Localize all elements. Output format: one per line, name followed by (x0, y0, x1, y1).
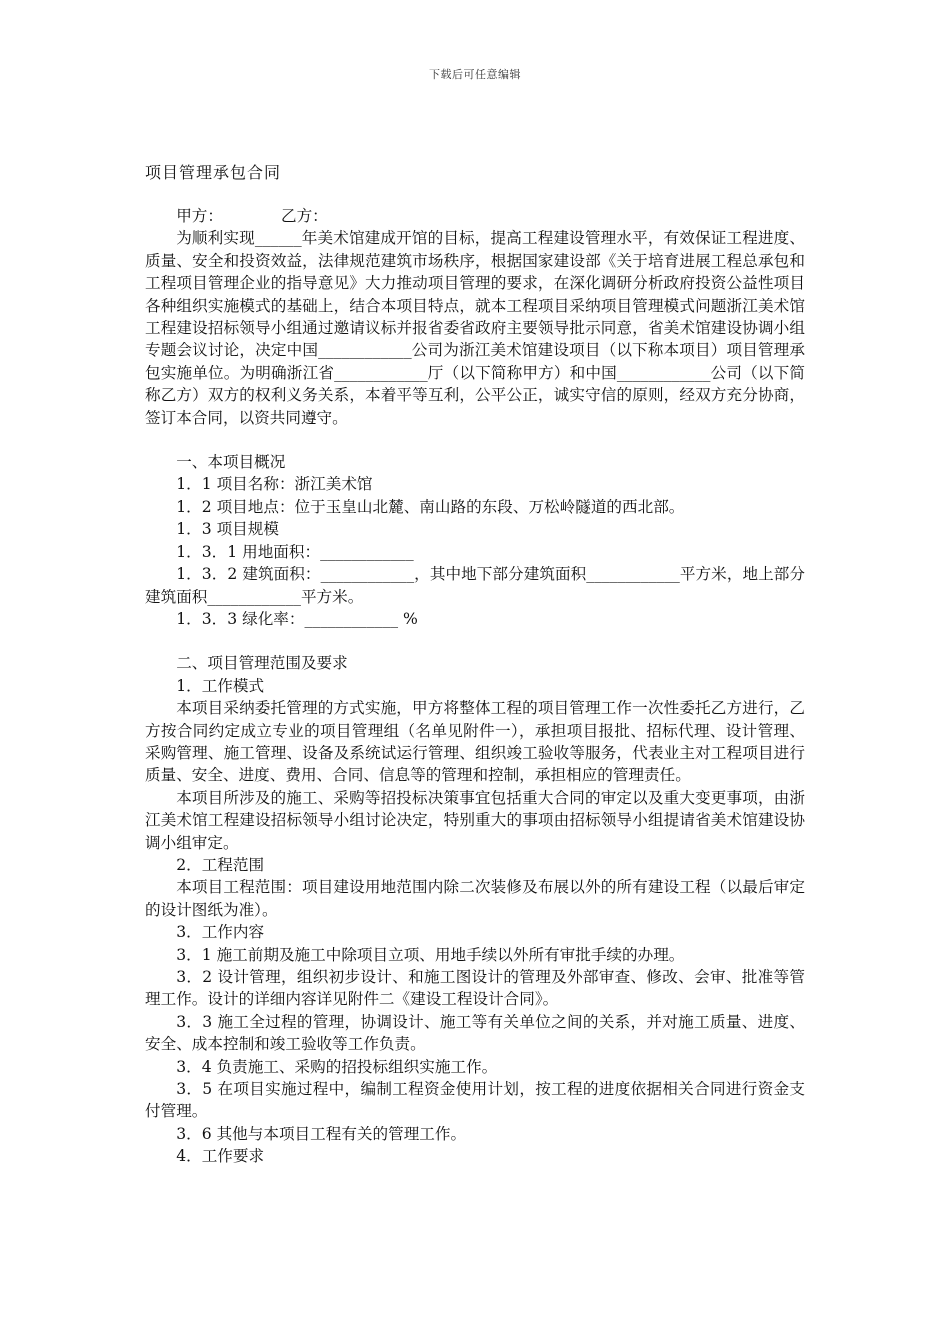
party-b-label: 乙方： (280, 207, 328, 225)
party-a-label: 甲方： (176, 207, 223, 225)
paragraph: 一、本项目概况 (176, 453, 286, 472)
paragraph: 1．3．3 绿化率：____________ % (176, 609, 418, 628)
document-title: 项目管理承包合同 (145, 163, 282, 182)
contract-parties (145, 205, 805, 227)
paragraph: 3．3 施工全过程的管理，协调设计、施工等有关单位之间的关系，并对施工质量、进度、安全、成本控制和竣工验收等工作负责。 (145, 1012, 805, 1054)
paragraph: 1．3．2 建筑面积：____________，其中地下部分建筑面积____________平方米，地上部分建筑面积____________平方米。 (145, 565, 805, 606)
paragraph: 为顺利实现______年美术馆建成开馆的目标，提高工程建设管理水平，有效保证工程进度、质量、安全和投资效益，法律规范建筑市场秩序，根据国家建设部《关于培育进展工程总承包和工程项目管理企业的指导意见》大力推动项目管理的要求，在深化调研分析政府投资公益性项目各种组织实施模式的基础上，结合本项目特点，就本工程项目采纳项目管理模式问题浙江美术馆工程建设招标领导小组通过邀请议标并报省委省政府主要领导批示同意，省美术馆建设协调小组专题会议讨论，决定中国____________公司为浙江美术馆建设项目（以下称本项目）项目管理承包实施单位。为明确浙江省____________厅（以下简称甲方）和中国____________公司（以下简称乙方）双方的权利义务关系，本着平等互利，公平公正，诚实守信的原则，经双方充分协商，签订本合同，以资共同遵守。 (145, 229, 805, 427)
paragraph: 1．3 项目规模 (176, 520, 279, 539)
paragraph: 1．3．1 用地面积：____________ (176, 542, 414, 561)
paragraph: 二、项目管理范围及要求 (176, 654, 348, 673)
paragraph: 3．1 施工前期及施工中除项目立项、用地手续以外所有审批手续的办理。 (176, 945, 685, 964)
paragraph: 1．工作模式 (176, 676, 265, 695)
paragraph: 本项目采纳委托管理的方式实施，甲方将整体工程的项目管理工作一次性委托乙方进行，乙方按合同约定成立专业的项目管理组（名单见附件一），承担项目报批、招标代理、设计管理、采购管理、施工管理、设备及系统试运行管理、组织竣工验收等服务，代表业主对工程项目进行质量、安全、进度、费用、合同、信息等的管理和控制，承担相应的管理责任。 (145, 699, 805, 785)
paragraph: 本项目工程范围：项目建设用地范围内除二次装修及布展以外的所有建设工程（以最后审定的设计图纸为准）。 (145, 878, 805, 919)
page-header-note: 下载后可任意编辑 (429, 68, 521, 81)
paragraph: 3．6 其他与本项目工程有关的管理工作。 (176, 1124, 467, 1143)
paragraph: 3．4 负责施工、采购的招投标组织实施工作。 (176, 1057, 498, 1076)
paragraph: 3．5 在项目实施过程中，编制工程资金使用计划，按工程的进度依据相关合同进行资金支付管理。 (145, 1080, 805, 1121)
paragraph: 3．工作内容 (176, 923, 265, 942)
paragraph: 1．1 项目名称：浙江美术馆 (176, 475, 373, 494)
paragraph: 1．2 项目地点：位于玉皇山北麓、南山路的东段、万松岭隧道的西北部。 (176, 497, 685, 516)
document-body (145, 205, 805, 1168)
paragraph: 本项目所涉及的施工、采购等招投标决策事宜包括重大合同的审定以及重大变更事项，由浙江美术馆工程建设招标领导小组讨论决定，特别重大的事项由招标领导小组提请省美术馆建设协调小组审定。 (145, 788, 805, 852)
paragraph: 3．2 设计管理，组织初步设计、和施工图设计的管理及外部审查、修改、会审、批准等管理工作。设计的详细内容详见附件二《建设工程设计合同》。 (145, 968, 805, 1009)
paragraph-list (145, 227, 805, 1167)
paragraph: 2．工程范围 (176, 855, 265, 874)
paragraph: 4．工作要求 (176, 1147, 265, 1166)
